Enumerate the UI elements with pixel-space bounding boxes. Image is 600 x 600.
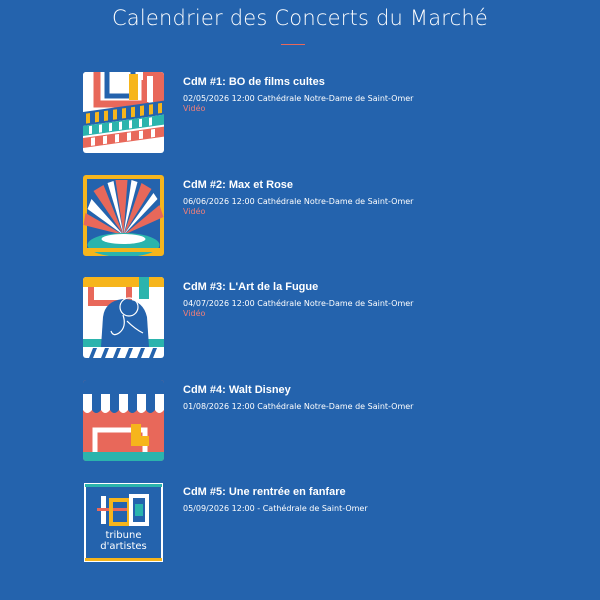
concert-title[interactable]: CdM #5: Une rentrée en fanfare <box>183 486 346 498</box>
page-title: Calendrier des Concerts du Marché <box>111 6 489 30</box>
concert-separator: - <box>257 504 261 513</box>
concert-item <box>83 482 543 564</box>
concert-title[interactable]: CdM #2: Max et Rose <box>183 179 294 191</box>
concert-item <box>83 175 543 257</box>
video-link[interactable]: Vidéo <box>183 104 206 113</box>
concert-item <box>83 72 543 154</box>
concert-date-venue <box>183 299 543 309</box>
concert-item <box>83 380 543 462</box>
tribune-logo[interactable] <box>83 482 164 563</box>
concert-item <box>83 277 543 359</box>
tribune-logo-text-line1: tribune <box>105 530 142 541</box>
concert-date-venue <box>183 504 543 514</box>
video-link[interactable]: Vidéo <box>183 207 206 216</box>
concert-title[interactable]: CdM #3: L'Art de la Fugue <box>183 281 319 293</box>
concert-date: 01/08/2026 12:00 <box>183 402 255 411</box>
concert-venue: Cathédrale Notre-Dame de Saint-Omer <box>257 299 414 308</box>
concert-venue: Cathédrale Notre-Dame de Saint-Omer <box>257 94 414 103</box>
concert-venue: Cathédrale Notre-Dame de Saint-Omer <box>257 402 414 411</box>
title-divider <box>281 44 305 45</box>
thinker-illustration[interactable] <box>83 277 164 358</box>
concert-date: 02/05/2026 12:00 <box>183 94 255 103</box>
concert-title[interactable]: CdM #4: Walt Disney <box>183 384 291 396</box>
concert-date: 06/06/2026 12:00 <box>183 197 255 206</box>
concert-venue: Cathédrale Notre-Dame de Saint-Omer <box>257 197 414 206</box>
concert-date-venue <box>183 402 543 412</box>
awning-illustration[interactable] <box>83 380 164 461</box>
concert-date-venue <box>183 94 543 104</box>
concert-title[interactable]: CdM #1: BO de films cultes <box>183 76 325 88</box>
piano-keys-illustration[interactable] <box>83 72 164 153</box>
sunburst-arch-illustration[interactable] <box>83 175 164 256</box>
video-link[interactable]: Vidéo <box>183 309 206 318</box>
tribune-logo-text-line2: d'artistes <box>100 541 147 552</box>
concert-date-venue <box>183 197 543 207</box>
concert-date: 05/09/2026 12:00 <box>183 504 255 513</box>
concert-venue: Cathédrale de Saint-Omer <box>262 504 368 513</box>
concert-date: 04/07/2026 12:00 <box>183 299 255 308</box>
